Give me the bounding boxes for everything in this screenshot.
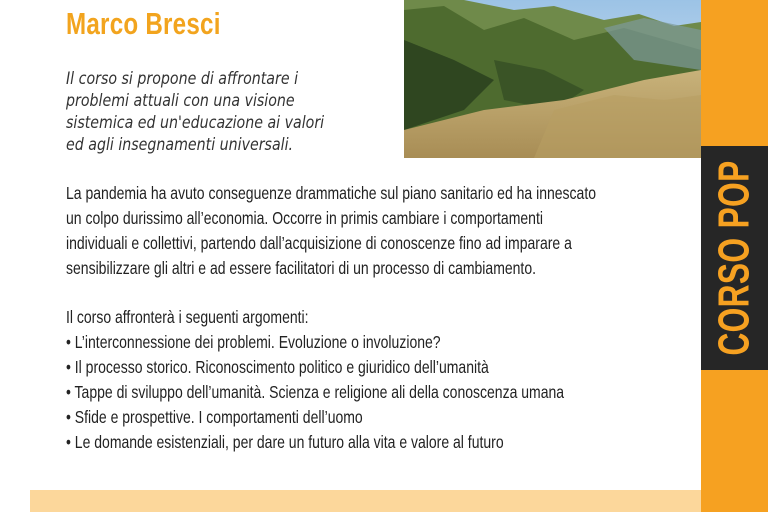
sidebar-label — [701, 146, 768, 370]
course-intro — [66, 68, 446, 156]
author-name: Marco Bresci — [66, 6, 221, 41]
topic-item: • L’interconnessione dei problemi. Evoluzione o involuzione? — [66, 332, 441, 352]
mountain-photo — [404, 0, 701, 158]
intro-line: Il corso si propone di affrontare i — [66, 69, 299, 88]
topic-item: • Il processo storico. Riconoscimento politico e giuridico dell’umanità — [66, 357, 489, 377]
intro-line: ed agli insegnamenti universali. — [66, 135, 294, 154]
topic-item: • Sfide e prospettive. I comportamenti dell’uomo — [66, 407, 363, 427]
intro-line: problemi attuali con una visione — [66, 91, 295, 110]
paragraph-line: individuali e collettivi, partendo dall’acquisizione di conoscenze fino ad imparare a — [66, 233, 572, 253]
intro-line: sistemica ed un'educazione ai valori — [66, 113, 325, 132]
bottom-band — [30, 490, 701, 512]
paragraph-line: sensibilizzare gli altri e ad essere facilitatori di un processo di cambiamento. — [66, 258, 536, 278]
mountain-photo-drawing — [404, 0, 701, 158]
course-description — [66, 181, 706, 455]
topics-heading: Il corso affronterà i seguenti argomenti: — [66, 307, 309, 327]
paragraph-line: La pandemia ha avuto conseguenze drammatiche sul piano sanitario ed ha innescato — [66, 183, 597, 203]
paragraph-line: un colpo durissimo all’economia. Occorre in primis cambiare i comportamenti — [66, 208, 543, 228]
sidebar-label-text: CORSO POP — [709, 160, 759, 356]
topic-item: • Tappe di sviluppo dell’umanità. Scienza e religione ali della conoscenza umana — [66, 382, 565, 402]
topic-item: • Le domande esistenziali, per dare un futuro alla vita e valore al futuro — [66, 432, 504, 452]
